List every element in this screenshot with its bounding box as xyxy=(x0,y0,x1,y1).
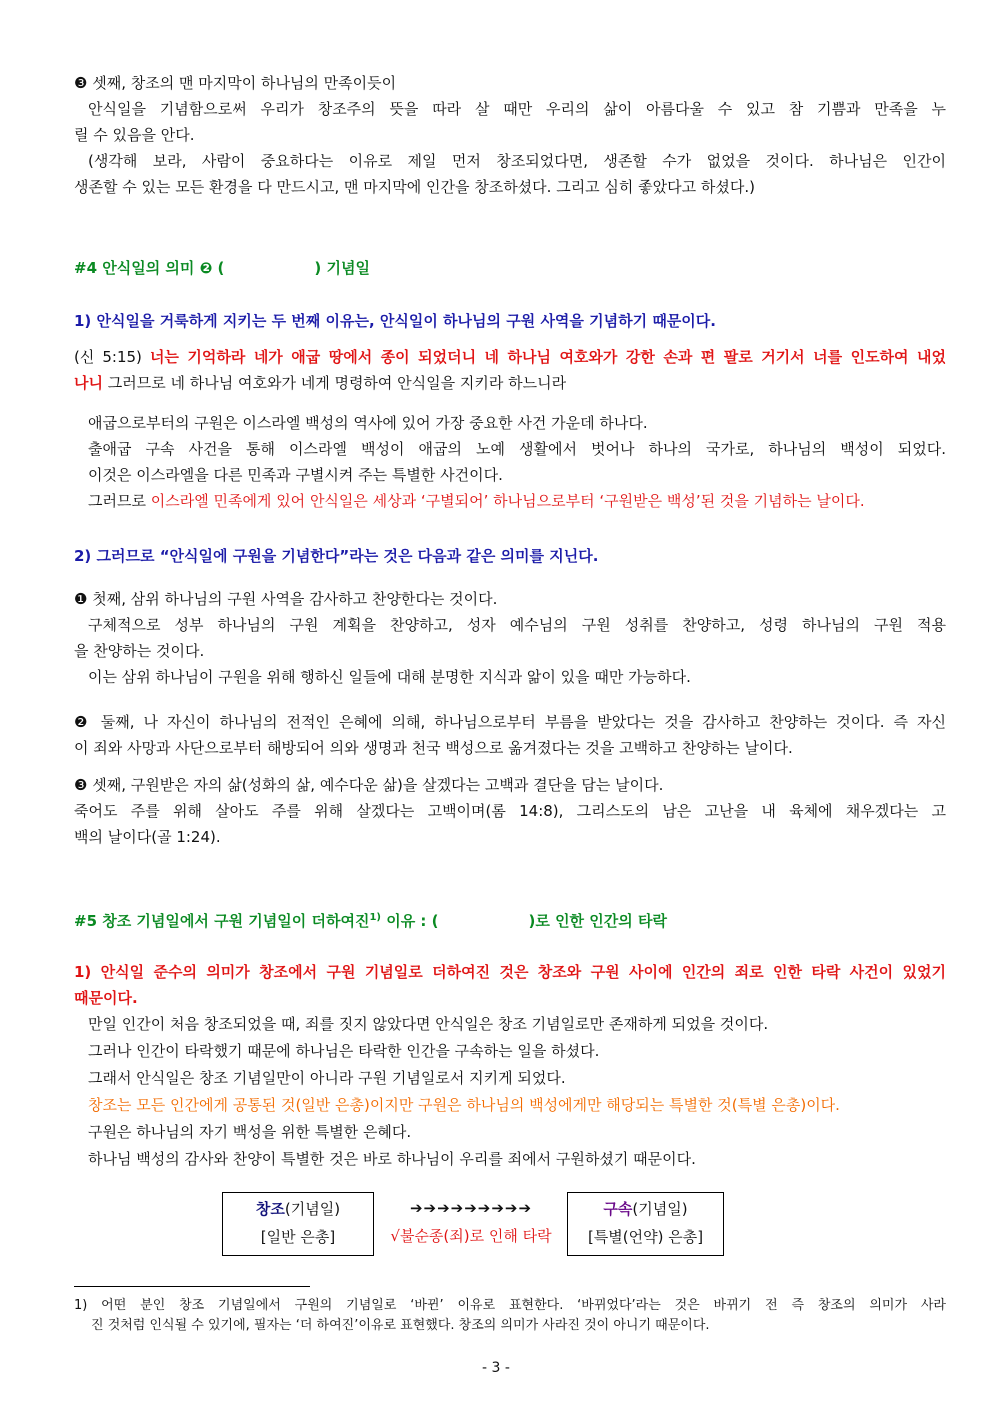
paragraph-line: 생존할 수 있는 모든 환경을 다 만드시고, 맨 마지막에 인간을 창조하셨다. 그리고 심히 좋았다고 하셨다.) xyxy=(74,178,756,196)
subheading: 1) 안식일을 거룩하게 지키는 두 번째 이유는, 안식일이 하나님의 구원 사역을 기념하기 때문이다. xyxy=(74,312,716,330)
heading-part: #4 안식일의 의미 ❷ ( xyxy=(74,259,225,277)
text-part: 그러므로 xyxy=(88,492,151,510)
footnote-ref[interactable]: 1) xyxy=(369,912,381,923)
arrow-row-icon: ➔➔➔➔➔➔➔➔➔ xyxy=(409,1199,533,1217)
paragraph-line: 출애굽 구속 사건을 통해 이스라엘 백성이 애굽의 노예 생활에서 벗어나 하나의 국가로, 하나님의 백성이 되었다. xyxy=(88,440,946,458)
creation-label: 창조 xyxy=(255,1200,285,1218)
paragraph-line: 애굽으로부터의 구원은 이스라엘 백성의 역사에 있어 가장 중요한 사건 가운데 하나다. xyxy=(88,414,648,432)
verse-text: 너는 기억하라 네가 애굽 땅에서 종이 되었더니 네 하나님 여호와가 강한 손과 편 팔로 거기서 너를 인도하여 내었 xyxy=(149,348,946,366)
section-4-heading xyxy=(74,255,946,281)
point-three-title: ❸ 셋째, 창조의 맨 마지막이 하나님의 만족이듯이 xyxy=(74,74,397,92)
paragraph-line: 구원은 하나님의 자기 백성을 위한 특별한 은혜다. xyxy=(88,1123,412,1141)
verse-line xyxy=(74,344,946,370)
paragraph-line: 구체적으로 성부 하나님의 구원 계획을 찬양하고, 성자 예수님의 구원 성취를 찬양하고, 성령 하나님의 구원 적용 xyxy=(88,616,946,634)
footnote-line: 1) 어떤 분인 창조 기념일에서 구원의 기념일로 ‘바뀐’ 이유로 표현한다. ‘바뀌었다’라는 것은 바뀌기 전 즉 창조의 의미가 사라 xyxy=(74,1298,946,1313)
fall-label: √불순종(죄)로 인해 타락 xyxy=(390,1227,552,1245)
redemption-label: 구속 xyxy=(603,1200,633,1218)
heading-part: ) 기념일 xyxy=(314,259,370,277)
highlight-text: 이스라엘 민족에게 있어 안식일은 세상과 ‘구별되어’ 하나님으로부터 ‘구원받은 백성’된 것을 기념하는 날이다. xyxy=(150,492,865,510)
creation-sub: [일반 은총] xyxy=(260,1228,336,1246)
footnote-divider xyxy=(74,1286,310,1287)
paragraph-line: 그러나 인간이 타락했기 때문에 하나님은 타락한 인간을 구속하는 일을 하셨다. xyxy=(88,1042,600,1060)
transition xyxy=(382,1194,560,1250)
heading-part: )로 인한 인간의 타락 xyxy=(528,912,667,930)
verse-line xyxy=(74,370,946,396)
heading-part: 이유 : ( xyxy=(380,912,439,930)
verse-text: 나니 xyxy=(74,374,103,392)
verse-reference: (신 5:15) xyxy=(74,348,142,366)
highlight-line: 창조는 모든 인간에게 공통된 것(일반 은총)이지만 구원은 하나님의 백성에게만 해당되는 특별한 것(특별 은총)이다. xyxy=(88,1096,840,1114)
paragraph-line: 하나님 백성의 감사와 찬양이 특별한 것은 바로 하나님이 우리를 죄에서 구원하셨기 때문이다. xyxy=(88,1150,696,1168)
paragraph-line: 을 찬양하는 것이다. xyxy=(74,642,205,660)
subheading: 2) 그러므로 “안식일에 구원을 기념한다”라는 것은 다음과 같은 의미를 지닌다. xyxy=(74,547,599,565)
subheading-red: 1) 안식일 준수의 의미가 창조에서 구원 기념일로 더하여진 것은 창조와 구원 사이에 인간의 죄로 인한 타락 사건이 있었기 xyxy=(74,963,946,981)
redemption-box xyxy=(567,1192,724,1256)
redemption-sub: [특별(언약) 은총] xyxy=(587,1228,704,1246)
paragraph-line: 안식일을 기념함으로써 우리가 창조주의 뜻을 따라 살 때만 우리의 삶이 아름다울 수 있고 참 기쁨과 만족을 누 xyxy=(88,100,946,118)
paragraph-line: 죽어도 주를 위해 살아도 주를 위해 살겠다는 고백이며(롬 14:8), 그리스도의 남은 고난을 내 육체에 채우겠다는 고 xyxy=(74,802,946,820)
paragraph-line: 백의 날이다(골 1:24). xyxy=(74,828,221,846)
subheading-red: 때문이다. xyxy=(74,989,138,1007)
point-one-title: ❶ 첫째, 삼위 하나님의 구원 사역을 감사하고 찬양한다는 것이다. xyxy=(74,590,498,608)
point-two-line: 이 죄와 사망과 사단으로부터 해방되어 의와 생명과 천국 백성으로 옮겨졌다는 것을 고백하고 찬양하는 날이다. xyxy=(74,739,793,757)
creation-box xyxy=(222,1192,374,1256)
creation-title xyxy=(223,1195,373,1223)
footnote-line: 진 것처럼 인식될 수 있기에, 필자는 ‘더 하여진’이유로 표현했다. 창조의 의미가 사라진 것이 아니기 때문이다. xyxy=(91,1318,710,1333)
verse-continuation: 그러므로 네 하나님 여호와가 네게 명령하여 안식일을 지키라 하느니라 xyxy=(102,374,567,392)
paragraph-line: 이는 삼위 하나님이 구원을 위해 행하신 일들에 대해 분명한 지식과 앎이 있을 때만 가능하다. xyxy=(88,668,691,686)
page-number: - 3 - xyxy=(482,1360,510,1376)
paragraph-line: (생각해 보라, 사람이 중요하다는 이유로 제일 먼저 창조되었다면, 생존할 수가 없었을 것이다. 하나님은 인간이 xyxy=(88,152,946,170)
heading-part: #5 창조 기념일에서 구원 기념일이 더하여진 xyxy=(74,912,370,930)
section-5-heading xyxy=(74,905,946,934)
paragraph-line: 릴 수 있음을 안다. xyxy=(74,126,195,144)
paragraph-line: 만일 인간이 처음 창조되었을 때, 죄를 짓지 않았다면 안식일은 창조 기념일로만 존재하게 되었을 것이다. xyxy=(88,1015,769,1033)
paragraph-line xyxy=(74,488,946,514)
creation-suffix: (기념일) xyxy=(284,1200,341,1218)
paragraph-line: 그래서 안식일은 창조 기념일만이 아니라 구원 기념일로서 지키게 되었다. xyxy=(88,1069,566,1087)
point-two-line: ❷ 둘째, 나 자신이 하나님의 전적인 은혜에 의해, 하나님으로부터 부름을 받았다는 것을 감사하고 찬양하는 것이다. 즉 자신 xyxy=(74,713,946,731)
redemption-title xyxy=(568,1195,723,1223)
paragraph-line: 이것은 이스라엘을 다른 민족과 구별시켜 주는 특별한 사건이다. xyxy=(88,466,503,484)
redemption-suffix: (기념일) xyxy=(632,1200,688,1218)
point-three-title: ❸ 셋째, 구원받은 자의 삶(성화의 삶, 예수다운 삶)을 살겠다는 고백과 결단을 담는 날이다. xyxy=(74,776,664,794)
